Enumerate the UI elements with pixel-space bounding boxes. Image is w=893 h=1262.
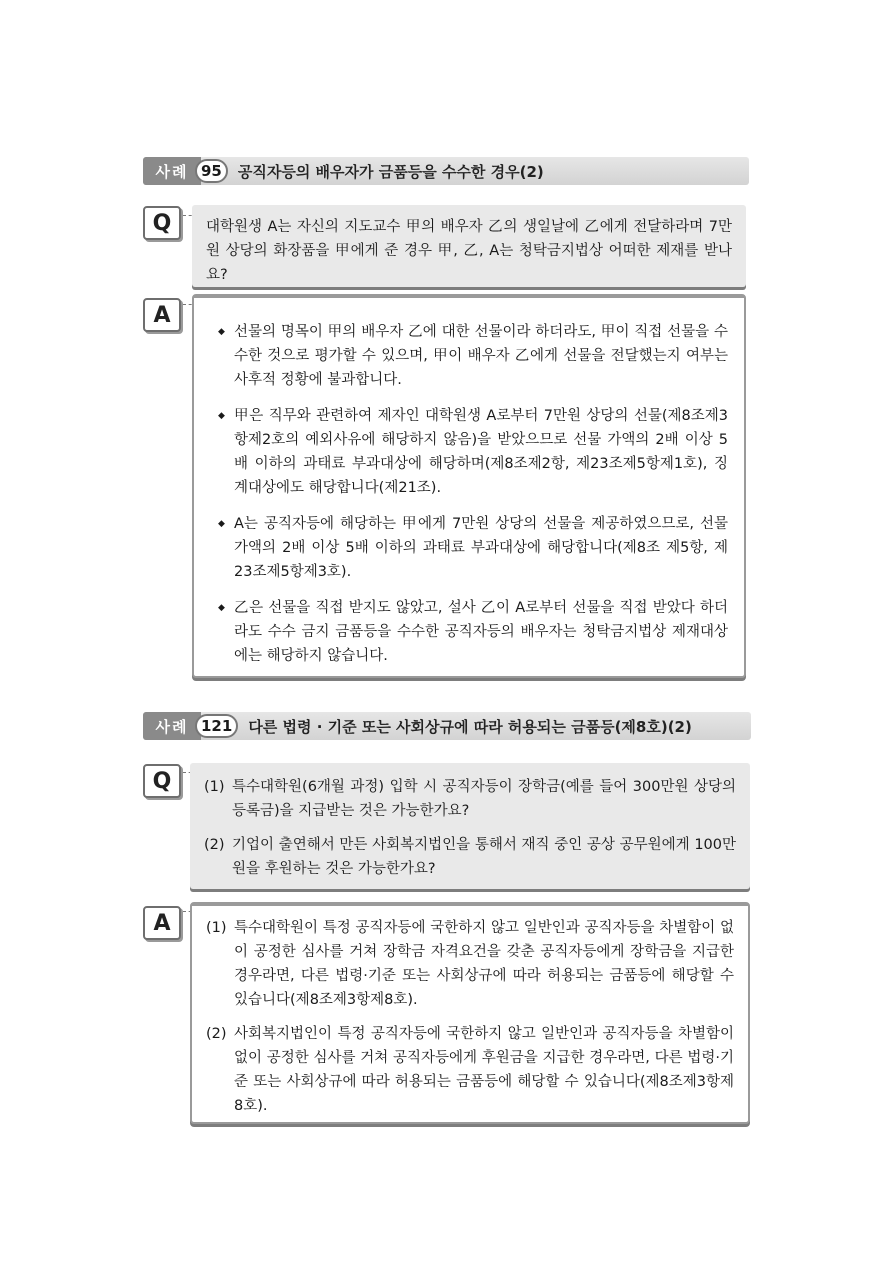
answer-box (192, 294, 746, 678)
answer-badge: A (143, 298, 181, 332)
answer-item (206, 916, 734, 1012)
case-95-header (143, 157, 749, 185)
answer-bullet: ◆ A는 공직자등에 해당하는 甲에게 7만원 상당의 선물을 제공하였으므로, 선물 가액의 2배 이상 5배 이하의 과태료 부과대상에 해당합니다(제8조 제5항, 제23조제5항제3호). (218, 512, 728, 584)
answer-bullet: ◆ 甲은 직무와 관련하여 제자인 대학원생 A로부터 7만원 상당의 선물(제8조제3항제2호의 예외사유에 해당하지 않음)을 받았으므로 선물 가액의 2배 이상 5배 이하의 과태료 부과대상에 해당하며(제8조제2항, 제23조제5항제1호), 징계대상에도 해당합니다(제21조). (218, 404, 728, 500)
item-text: 기업이 출연해서 만든 사회복지법인을 통해서 재직 중인 공상 공무원에게 100만원을 후원하는 것은 가능한가요? (232, 837, 736, 877)
question-box (190, 763, 750, 889)
question-item (204, 833, 736, 881)
case-title: 공직자등의 배우자가 금품등을 수수한 경우(2) (237, 162, 544, 181)
question-badge: Q (143, 206, 181, 240)
case-number: 121 (195, 714, 238, 738)
item-text: 특수대학원이 특정 공직자등에 국한하지 않고 일반인과 공직자등을 차별함이 없이 공정한 심사를 거쳐 장학금 자격요건을 갖춘 공직자등에게 장학금을 지급한 경우라면, 다른 법령·기준 또는 사회상규에 따라 허용되는 금품등에 해당할 수 있습니다(제8조제3항제8호). (234, 920, 734, 1008)
case-number: 95 (195, 159, 228, 183)
case-121-header (143, 712, 751, 740)
case-tag: 사례 (143, 157, 201, 185)
answer-box (190, 902, 750, 1124)
case-tag: 사례 (143, 712, 201, 740)
case-title: 다른 법령 · 기준 또는 사회상규에 따라 허용되는 금품등(제8호)(2) (248, 717, 692, 736)
item-label: (2) (204, 837, 225, 853)
question-badge: Q (143, 764, 181, 798)
item-label: (1) (206, 920, 227, 936)
question-text: 대학원생 A는 자신의 지도교수 甲의 배우자 乙의 생일날에 乙에게 전달하라며 7만원 상당의 화장품을 甲에게 준 경우 甲, 乙, A는 청탁금지법상 어떠한 제재를 받나요? (206, 219, 732, 283)
item-text: 사회복지법인이 특정 공직자등에 국한하지 않고 일반인과 공직자등을 차별함이 없이 공정한 심사를 거쳐 공직자등에게 후원금을 지급한 경우라면, 다른 법령·기준 또는 사회상규에 따라 허용되는 금품등에 해당할 수 있습니다(제8조제3항제8호). (234, 1026, 734, 1114)
answer-badge: A (143, 906, 181, 940)
question-box (192, 205, 746, 287)
answer-bullet: ◆ 선물의 명목이 甲의 배우자 乙에 대한 선물이라 하더라도, 甲이 직접 선물을 수수한 것으로 평가할 수 있으며, 甲이 배우자 乙에게 선물을 전달했는지 여부는 사후적 정황에 불과합니다. (218, 320, 728, 392)
answer-bullet: ◆ 乙은 선물을 직접 받지도 않았고, 설사 乙이 A로부터 선물을 직접 받았다 하더라도 수수 금지 금품등을 수수한 공직자등의 배우자는 청탁금지법상 제재대상에는 해당하지 않습니다. (218, 596, 728, 668)
item-label: (2) (206, 1026, 227, 1042)
item-label: (1) (204, 779, 225, 795)
item-text: 특수대학원(6개월 과정) 입학 시 공직자등이 장학금(예를 들어 300만원 상당의 등록금)을 지급받는 것은 가능한가요? (232, 779, 736, 819)
question-item (204, 775, 736, 823)
answer-item (206, 1022, 734, 1118)
